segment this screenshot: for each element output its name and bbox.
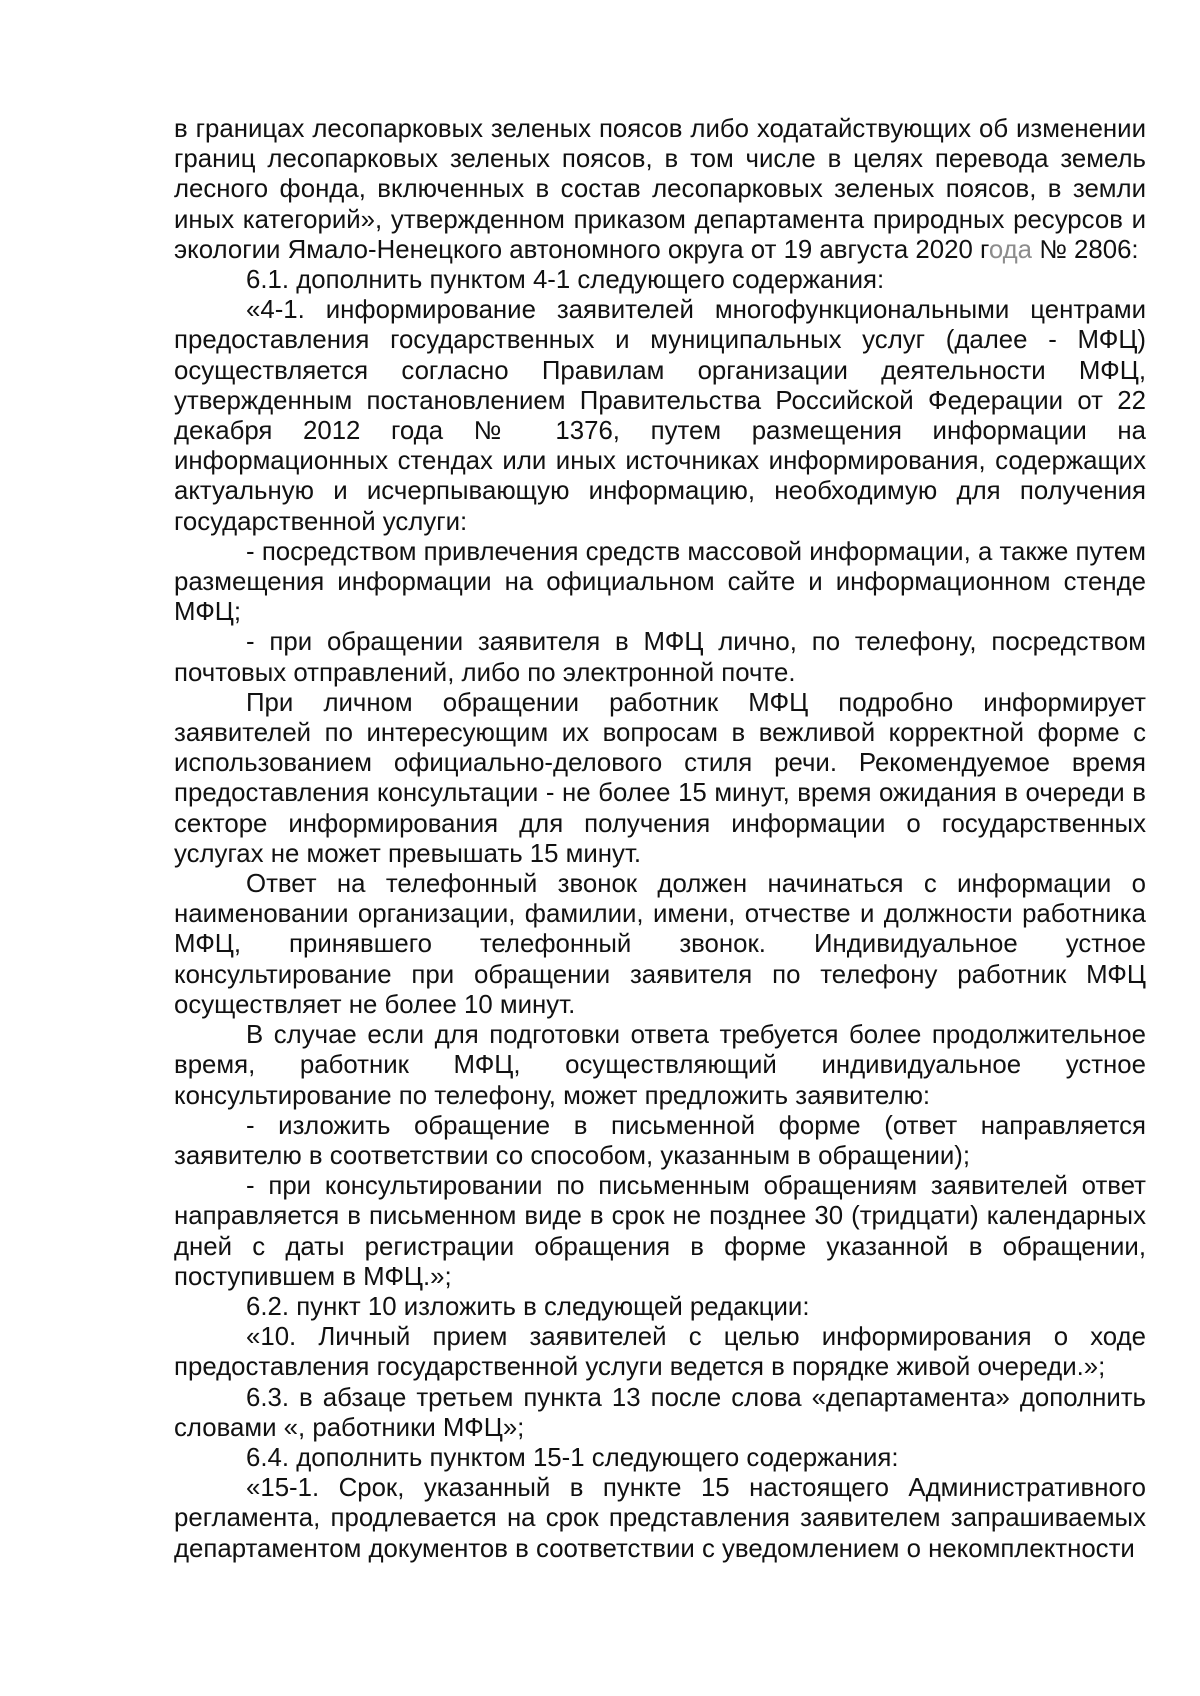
paragraph-6-2: 6.2. пункт 10 изложить в следующей редакции:: [246, 1292, 810, 1321]
list-item-written-answer: - при консультировании по письменным обращениям заявителей ответ направляется в письменном виде в срок не позднее 30 (тридцати) календарных дней с даты регистрации обращения в форме указанной в обращении, поступившем в МФЦ.»;: [174, 1172, 1146, 1291]
order-number: № 2806:: [1032, 235, 1139, 264]
paragraph-4-1: «4-1. информирование заявителей многофункциональными центрами предоставления государственных и муниципальных услуг (далее - МФЦ) осуществляется согласно Правилам организации деятельности МФЦ, утвержденным постановлением Правительства Российской Федерации от 22 декабря 2012 года № 1376, путем размещения информации на информационных стендах или иных источниках информирования, содержащих актуальную и исчерпывающую информацию, необходимую для получения государственной услуги:: [174, 296, 1146, 536]
paragraph-6-3: 6.3. в абзаце третьем пункта 13 после слова «департамента» дополнить словами «, работники МФЦ»;: [174, 1383, 1146, 1442]
document-page: [174, 114, 1146, 1564]
list-item-contact: - при обращении заявителя в МФЦ лично, по телефону, посредством почтовых отправлений, либо по электронной почте.: [174, 628, 1146, 687]
paragraph-phone-call: Ответ на телефонный звонок должен начинаться с информации о наименовании организации, фамилии, имени, отчестве и должности работника МФЦ, принявшего телефонный звонок. Индивидуальное устное консультирование при обращении заявителя по телефону работник МФЦ осуществляет не более 10 минут.: [174, 870, 1146, 1019]
paragraph-longer-answer: В случае если для подготовки ответа требуется более продолжительное время, работник МФЦ, осуществляющий индивидуальное устное консультирование по телефону, может предложить заявителю:: [174, 1021, 1146, 1110]
paragraph-15-1: «15-1. Срок, указанный в пункте 15 настоящего Административного регламента, продлевается на срок представления заявителем запрашиваемых департаментом документов в соответствии с уведомлением о некомплектности: [174, 1474, 1146, 1563]
paragraph-6-4: 6.4. дополнить пунктом 15-1 следующего содержания:: [246, 1443, 899, 1472]
paragraph-6-1: 6.1. дополнить пунктом 4-1 следующего содержания:: [246, 266, 885, 295]
list-item-written-form: - изложить обращение в письменной форме (ответ направляется заявителю в соответствии со способом, указанным в обращении);: [174, 1111, 1146, 1170]
paragraph-continuation: [174, 114, 1146, 265]
paragraph-text: в границах лесопарковых зеленых поясов либо ходатайствующих об изменении границ лесопарковых зеленых поясов, в том числе в целях перевода земель лесного фонда, включенных в состав лесопарковых зеленых поясов, в земли иных категорий», утвержденном приказом департамента природных ресурсов и экологии Ямало-Ненецкого автономного округа от 19 августа 2020 г: [174, 115, 1146, 264]
list-item-media: - посредством привлечения средств массовой информации, а также путем размещения информации на официальном сайте и информационном стенде МФЦ;: [174, 537, 1146, 627]
paragraph-personal-visit: При личном обращении работник МФЦ подробно информирует заявителей по интересующим их вопросам в вежливой корректной форме с использованием официально-делового стиля речи. Рекомендуемое время предоставления консультации - не более 15 минут, время ожидания в очереди в секторе информирования для получения информации о государственных услугах не может превышать 15 минут.: [174, 688, 1146, 868]
faded-text: ода: [988, 235, 1033, 264]
paragraph-10: «10. Личный прием заявителей с целью информирования о ходе предоставления государственной услуги ведется в порядке живой очереди.»;: [174, 1323, 1146, 1382]
